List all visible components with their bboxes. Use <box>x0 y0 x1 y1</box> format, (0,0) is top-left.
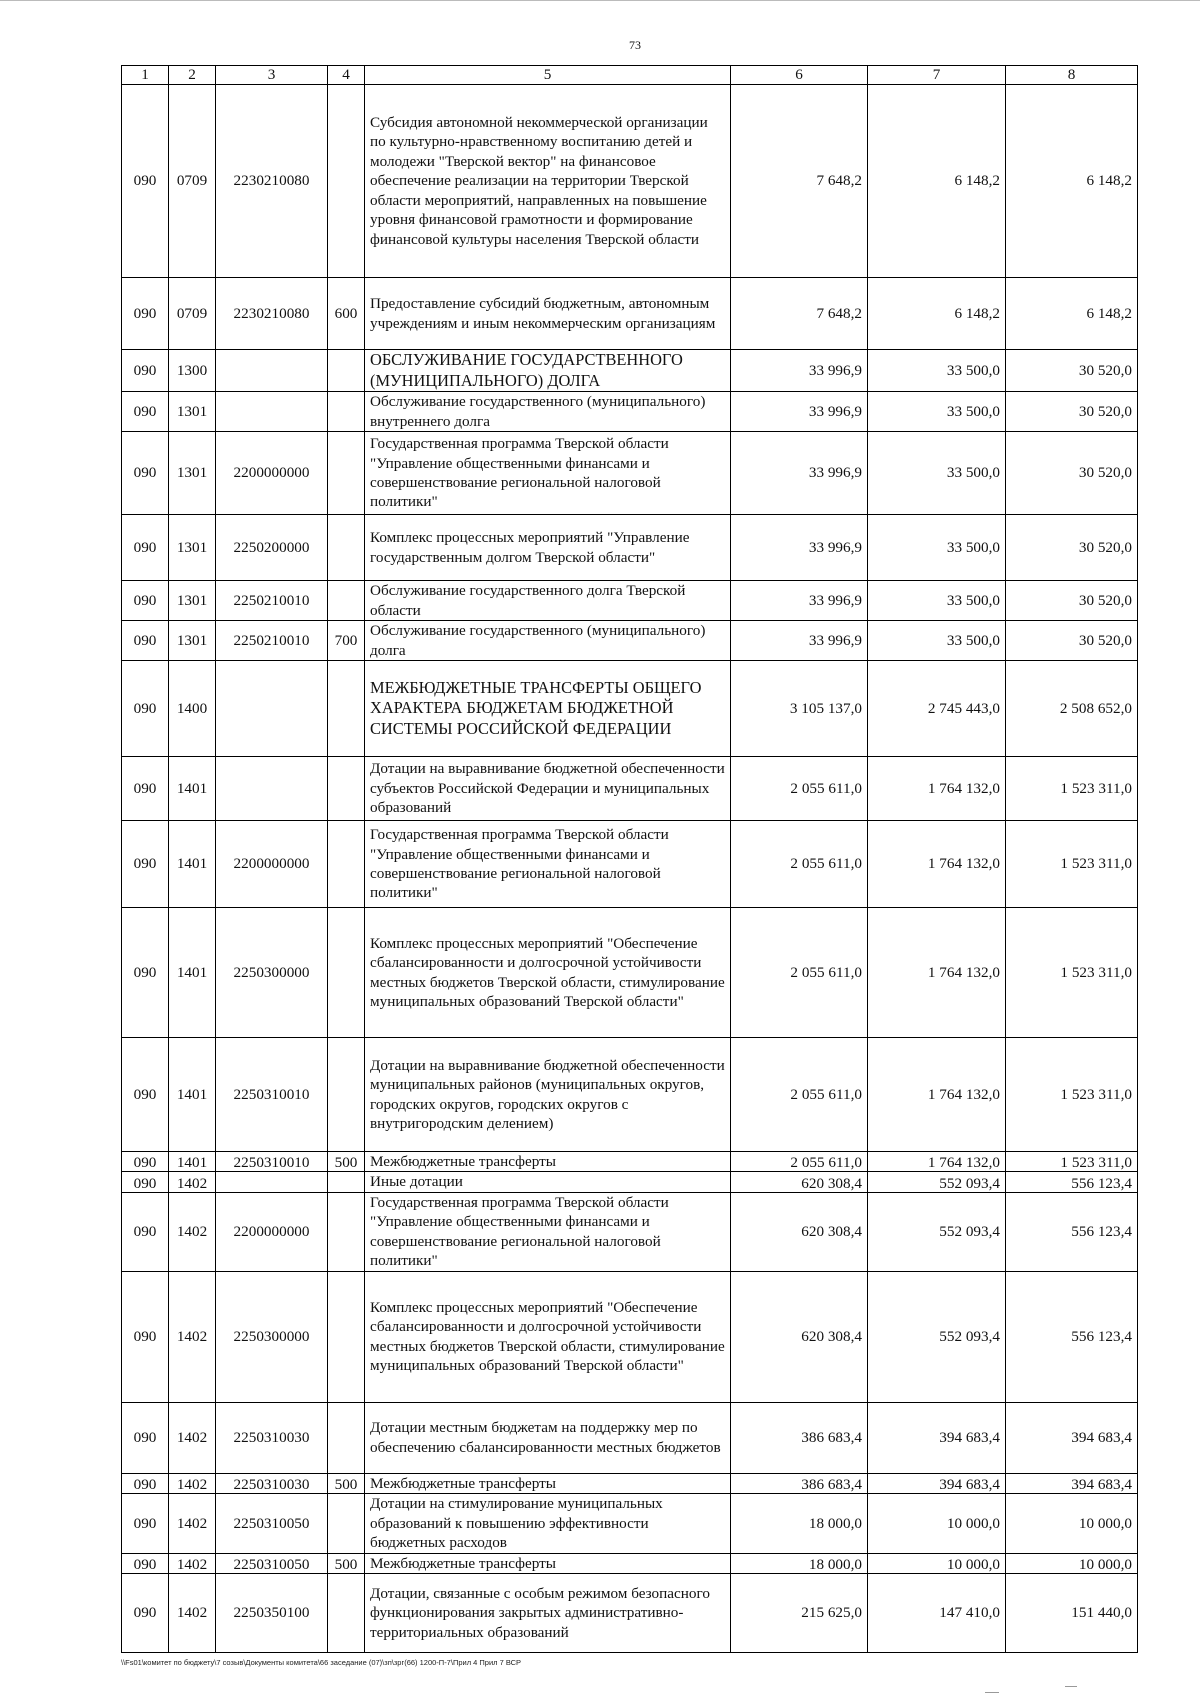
admin-code-cell: 090 <box>122 1192 169 1271</box>
amount-2026-cell: 394 683,4 <box>1006 1402 1138 1473</box>
section-code-cell: 0709 <box>169 85 216 278</box>
expense-type-cell: 500 <box>328 1553 365 1573</box>
amount-2024-cell: 2 055 611,0 <box>731 908 868 1038</box>
amount-2026-cell: 6 148,2 <box>1006 278 1138 350</box>
amount-2025-cell: 394 683,4 <box>868 1473 1006 1493</box>
amount-2025-cell: 6 148,2 <box>868 278 1006 350</box>
section-code-cell: 1400 <box>169 661 216 757</box>
target-code-cell: 2250310050 <box>216 1494 328 1553</box>
admin-code-cell: 090 <box>122 278 169 350</box>
amount-2024-cell: 2 055 611,0 <box>731 821 868 908</box>
admin-code-cell: 090 <box>122 1553 169 1573</box>
expense-type-cell <box>328 1038 365 1152</box>
amount-2024-cell: 33 996,9 <box>731 432 868 515</box>
amount-2024-cell: 18 000,0 <box>731 1494 868 1553</box>
table-row <box>122 1402 1138 1473</box>
target-code-cell: 2250300000 <box>216 1271 328 1402</box>
column-header: 1 <box>122 66 169 85</box>
amount-2024-cell: 33 996,9 <box>731 621 868 661</box>
admin-code-cell: 090 <box>122 1473 169 1493</box>
admin-code-cell: 090 <box>122 621 169 661</box>
column-header: 2 <box>169 66 216 85</box>
target-code-cell <box>216 757 328 821</box>
table-row <box>122 85 1138 278</box>
target-code-cell: 2200000000 <box>216 1192 328 1271</box>
table-row <box>122 392 1138 432</box>
description-cell: Дотации местным бюджетам на поддержку мер по обеспечению сбалансированности местных бюджетов <box>365 1402 731 1473</box>
admin-code-cell: 090 <box>122 1038 169 1152</box>
expense-type-cell <box>328 757 365 821</box>
admin-code-cell: 090 <box>122 515 169 581</box>
amount-2025-cell: 33 500,0 <box>868 432 1006 515</box>
expense-type-cell <box>328 908 365 1038</box>
expense-type-cell <box>328 392 365 432</box>
table-row <box>122 515 1138 581</box>
target-code-cell: 2230210080 <box>216 85 328 278</box>
amount-2024-cell: 33 996,9 <box>731 392 868 432</box>
column-header: 7 <box>868 66 1006 85</box>
section-code-cell: 1402 <box>169 1473 216 1493</box>
table-row <box>122 1152 1138 1172</box>
description-cell: Предоставление субсидий бюджетным, автономным учреждениям и иным некоммерческим организациям <box>365 278 731 350</box>
amount-2026-cell: 30 520,0 <box>1006 581 1138 621</box>
admin-code-cell: 090 <box>122 85 169 278</box>
description-cell: Обслуживание государственного (муниципального) внутреннего долга <box>365 392 731 432</box>
expense-type-cell <box>328 821 365 908</box>
amount-2026-cell: 10 000,0 <box>1006 1494 1138 1553</box>
description-cell: ОБСЛУЖИВАНИЕ ГОСУДАРСТВЕННОГО (МУНИЦИПАЛЬНОГО) ДОЛГА <box>365 350 731 392</box>
section-code-cell: 1402 <box>169 1271 216 1402</box>
description-cell: Комплекс процессных мероприятий "Управление государственным долгом Тверской области" <box>365 515 731 581</box>
expense-type-cell <box>328 1573 365 1652</box>
amount-2026-cell: 10 000,0 <box>1006 1553 1138 1573</box>
amount-2025-cell: 1 764 132,0 <box>868 757 1006 821</box>
section-code-cell: 1301 <box>169 621 216 661</box>
expense-type-cell <box>328 350 365 392</box>
amount-2024-cell: 18 000,0 <box>731 1553 868 1573</box>
table-row <box>122 1473 1138 1493</box>
admin-code-cell: 090 <box>122 1573 169 1652</box>
amount-2025-cell: 1 764 132,0 <box>868 908 1006 1038</box>
column-header: 5 <box>365 66 731 85</box>
amount-2025-cell: 1 764 132,0 <box>868 821 1006 908</box>
table-row <box>122 1271 1138 1402</box>
amount-2025-cell: 552 093,4 <box>868 1271 1006 1402</box>
description-cell: Комплекс процессных мероприятий "Обеспечение сбалансированности и долгосрочной устойчивости местных бюджетов Тверской области, стимулирование муниципальных образований Тверской области" <box>365 1271 731 1402</box>
column-header: 6 <box>731 66 868 85</box>
description-cell: Государственная программа Тверской области "Управление общественными финансами и совершенствование региональной налоговой политики" <box>365 821 731 908</box>
target-code-cell: 2250200000 <box>216 515 328 581</box>
description-cell: Государственная программа Тверской области "Управление общественными финансами и совершенствование региональной налоговой политики" <box>365 432 731 515</box>
amount-2024-cell: 33 996,9 <box>731 350 868 392</box>
amount-2026-cell: 1 523 311,0 <box>1006 908 1138 1038</box>
amount-2025-cell: 394 683,4 <box>868 1402 1006 1473</box>
expense-type-cell <box>328 432 365 515</box>
amount-2025-cell: 147 410,0 <box>868 1573 1006 1652</box>
table-row <box>122 1172 1138 1192</box>
admin-code-cell: 090 <box>122 392 169 432</box>
table-row <box>122 821 1138 908</box>
admin-code-cell: 090 <box>122 757 169 821</box>
admin-code-cell: 090 <box>122 1172 169 1192</box>
target-code-cell: 2200000000 <box>216 821 328 908</box>
expense-type-cell <box>328 581 365 621</box>
amount-2024-cell: 620 308,4 <box>731 1271 868 1402</box>
amount-2026-cell: 30 520,0 <box>1006 515 1138 581</box>
column-header: 4 <box>328 66 365 85</box>
amount-2024-cell: 2 055 611,0 <box>731 757 868 821</box>
section-code-cell: 1301 <box>169 392 216 432</box>
scan-mark <box>985 1692 999 1693</box>
expense-type-cell <box>328 85 365 278</box>
expense-type-cell: 500 <box>328 1473 365 1493</box>
section-code-cell: 1402 <box>169 1553 216 1573</box>
target-code-cell: 2250310030 <box>216 1473 328 1493</box>
amount-2024-cell: 386 683,4 <box>731 1473 868 1493</box>
scan-mark <box>1065 1686 1077 1687</box>
table-row <box>122 1192 1138 1271</box>
section-code-cell: 1301 <box>169 581 216 621</box>
target-code-cell: 2250310030 <box>216 1402 328 1473</box>
target-code-cell <box>216 661 328 757</box>
description-cell: Межбюджетные трансферты <box>365 1473 731 1493</box>
section-code-cell: 0709 <box>169 278 216 350</box>
amount-2025-cell: 33 500,0 <box>868 392 1006 432</box>
expense-type-cell <box>328 1402 365 1473</box>
amount-2024-cell: 3 105 137,0 <box>731 661 868 757</box>
amount-2026-cell: 556 123,4 <box>1006 1172 1138 1192</box>
amount-2025-cell: 1 764 132,0 <box>868 1038 1006 1152</box>
table-row <box>122 908 1138 1038</box>
description-cell: МЕЖБЮДЖЕТНЫЕ ТРАНСФЕРТЫ ОБЩЕГО ХАРАКТЕРА БЮДЖЕТАМ БЮДЖЕТНОЙ СИСТЕМЫ РОССИЙСКОЙ ФЕДЕРАЦИИ <box>365 661 731 757</box>
amount-2026-cell: 30 520,0 <box>1006 350 1138 392</box>
column-header: 3 <box>216 66 328 85</box>
admin-code-cell: 090 <box>122 661 169 757</box>
amount-2026-cell: 30 520,0 <box>1006 621 1138 661</box>
target-code-cell: 2200000000 <box>216 432 328 515</box>
section-code-cell: 1402 <box>169 1172 216 1192</box>
section-code-cell: 1301 <box>169 515 216 581</box>
table-row <box>122 278 1138 350</box>
target-code-cell: 2250350100 <box>216 1573 328 1652</box>
expense-type-cell <box>328 1494 365 1553</box>
target-code-cell: 2250310050 <box>216 1553 328 1573</box>
table-row <box>122 1573 1138 1652</box>
amount-2024-cell: 386 683,4 <box>731 1402 868 1473</box>
expense-type-cell <box>328 1172 365 1192</box>
section-code-cell: 1401 <box>169 821 216 908</box>
section-code-cell: 1401 <box>169 1152 216 1172</box>
section-code-cell: 1401 <box>169 1038 216 1152</box>
amount-2025-cell: 10 000,0 <box>868 1553 1006 1573</box>
amount-2024-cell: 620 308,4 <box>731 1192 868 1271</box>
admin-code-cell: 090 <box>122 1152 169 1172</box>
admin-code-cell: 090 <box>122 821 169 908</box>
description-cell: Государственная программа Тверской области "Управление общественными финансами и совершенствование региональной налоговой политики" <box>365 1192 731 1271</box>
amount-2026-cell: 151 440,0 <box>1006 1573 1138 1652</box>
amount-2024-cell: 33 996,9 <box>731 515 868 581</box>
column-header: 8 <box>1006 66 1138 85</box>
amount-2026-cell: 394 683,4 <box>1006 1473 1138 1493</box>
description-cell: Субсидия автономной некоммерческой организации по культурно-нравственному воспитанию детей и молодежи "Тверской вектор" на финансовое обеспечение реализации на территории Тверской области мероприятий, направленных на повышение уровня финансовой грамотности и формирование финансовой культуры населения Тверской области <box>365 85 731 278</box>
section-code-cell: 1402 <box>169 1402 216 1473</box>
section-code-cell: 1402 <box>169 1573 216 1652</box>
amount-2024-cell: 7 648,2 <box>731 85 868 278</box>
amount-2026-cell: 2 508 652,0 <box>1006 661 1138 757</box>
description-cell: Обслуживание государственного долга Тверской области <box>365 581 731 621</box>
table-row <box>122 581 1138 621</box>
admin-code-cell: 090 <box>122 1271 169 1402</box>
description-cell: Комплекс процессных мероприятий "Обеспечение сбалансированности и долгосрочной устойчивости местных бюджетов Тверской области, стимулирование муниципальных образований Тверской области" <box>365 908 731 1038</box>
target-code-cell <box>216 350 328 392</box>
amount-2025-cell: 10 000,0 <box>868 1494 1006 1553</box>
column-number-row <box>122 66 1138 85</box>
amount-2025-cell: 33 500,0 <box>868 515 1006 581</box>
amount-2025-cell: 1 764 132,0 <box>868 1152 1006 1172</box>
admin-code-cell: 090 <box>122 432 169 515</box>
expense-type-cell: 500 <box>328 1152 365 1172</box>
admin-code-cell: 090 <box>122 908 169 1038</box>
amount-2025-cell: 2 745 443,0 <box>868 661 1006 757</box>
table-row <box>122 1553 1138 1573</box>
description-cell: Иные дотации <box>365 1172 731 1192</box>
amount-2026-cell: 1 523 311,0 <box>1006 757 1138 821</box>
table-row <box>122 1494 1138 1553</box>
target-code-cell: 2250300000 <box>216 908 328 1038</box>
description-cell: Дотации на выравнивание бюджетной обеспеченности субъектов Российской Федерации и муниципальных образований <box>365 757 731 821</box>
target-code-cell: 2250310010 <box>216 1038 328 1152</box>
expense-type-cell <box>328 1271 365 1402</box>
admin-code-cell: 090 <box>122 350 169 392</box>
amount-2024-cell: 215 625,0 <box>731 1573 868 1652</box>
section-code-cell: 1301 <box>169 432 216 515</box>
description-cell: Обслуживание государственного (муниципального) долга <box>365 621 731 661</box>
description-cell: Межбюджетные трансферты <box>365 1553 731 1573</box>
page-number: 73 <box>629 38 641 52</box>
amount-2026-cell: 1 523 311,0 <box>1006 1038 1138 1152</box>
table-row <box>122 432 1138 515</box>
amount-2026-cell: 1 523 311,0 <box>1006 821 1138 908</box>
section-code-cell: 1401 <box>169 757 216 821</box>
section-code-cell: 1401 <box>169 908 216 1038</box>
target-code-cell: 2230210080 <box>216 278 328 350</box>
amount-2025-cell: 33 500,0 <box>868 621 1006 661</box>
expense-type-cell <box>328 1192 365 1271</box>
description-cell: Межбюджетные трансферты <box>365 1152 731 1172</box>
amount-2025-cell: 552 093,4 <box>868 1172 1006 1192</box>
section-code-cell: 1402 <box>169 1192 216 1271</box>
target-code-cell <box>216 1172 328 1192</box>
target-code-cell: 2250310010 <box>216 1152 328 1172</box>
admin-code-cell: 090 <box>122 1402 169 1473</box>
amount-2025-cell: 33 500,0 <box>868 581 1006 621</box>
table-row <box>122 661 1138 757</box>
admin-code-cell: 090 <box>122 1494 169 1553</box>
amount-2026-cell: 6 148,2 <box>1006 85 1138 278</box>
section-code-cell: 1300 <box>169 350 216 392</box>
target-code-cell: 2250210010 <box>216 621 328 661</box>
expense-type-cell <box>328 515 365 581</box>
amount-2024-cell: 7 648,2 <box>731 278 868 350</box>
section-code-cell: 1402 <box>169 1494 216 1553</box>
amount-2025-cell: 6 148,2 <box>868 85 1006 278</box>
amount-2026-cell: 556 123,4 <box>1006 1271 1138 1402</box>
file-path-footer: \\Fs01\комитет по бюджету\7 созыв\Документы комитета\66 заседание (07)\зп\зрг(66) 1200-П-7\Прил 4 Прил 7 ВСР <box>121 1658 522 1667</box>
description-cell: Дотации на выравнивание бюджетной обеспеченности муниципальных районов (муниципальных округов, городских округов, городских округов с внутригородским делением) <box>365 1038 731 1152</box>
scan-mark <box>0 0 1200 1</box>
amount-2026-cell: 30 520,0 <box>1006 392 1138 432</box>
amount-2024-cell: 2 055 611,0 <box>731 1152 868 1172</box>
expense-type-cell: 600 <box>328 278 365 350</box>
table-row <box>122 621 1138 661</box>
amount-2026-cell: 1 523 311,0 <box>1006 1152 1138 1172</box>
target-code-cell: 2250210010 <box>216 581 328 621</box>
amount-2026-cell: 556 123,4 <box>1006 1192 1138 1271</box>
expense-type-cell <box>328 661 365 757</box>
description-cell: Дотации на стимулирование муниципальных образований к повышению эффективности бюджетных расходов <box>365 1494 731 1553</box>
amount-2025-cell: 33 500,0 <box>868 350 1006 392</box>
table-row <box>122 757 1138 821</box>
target-code-cell <box>216 392 328 432</box>
amount-2026-cell: 30 520,0 <box>1006 432 1138 515</box>
amount-2024-cell: 33 996,9 <box>731 581 868 621</box>
amount-2024-cell: 620 308,4 <box>731 1172 868 1192</box>
amount-2025-cell: 552 093,4 <box>868 1192 1006 1271</box>
expense-type-cell: 700 <box>328 621 365 661</box>
description-cell: Дотации, связанные с особым режимом безопасного функционирования закрытых административно-территориальных образований <box>365 1573 731 1652</box>
amount-2024-cell: 2 055 611,0 <box>731 1038 868 1152</box>
budget-table <box>121 65 1138 1653</box>
table-row <box>122 350 1138 392</box>
admin-code-cell: 090 <box>122 581 169 621</box>
table-row <box>122 1038 1138 1152</box>
